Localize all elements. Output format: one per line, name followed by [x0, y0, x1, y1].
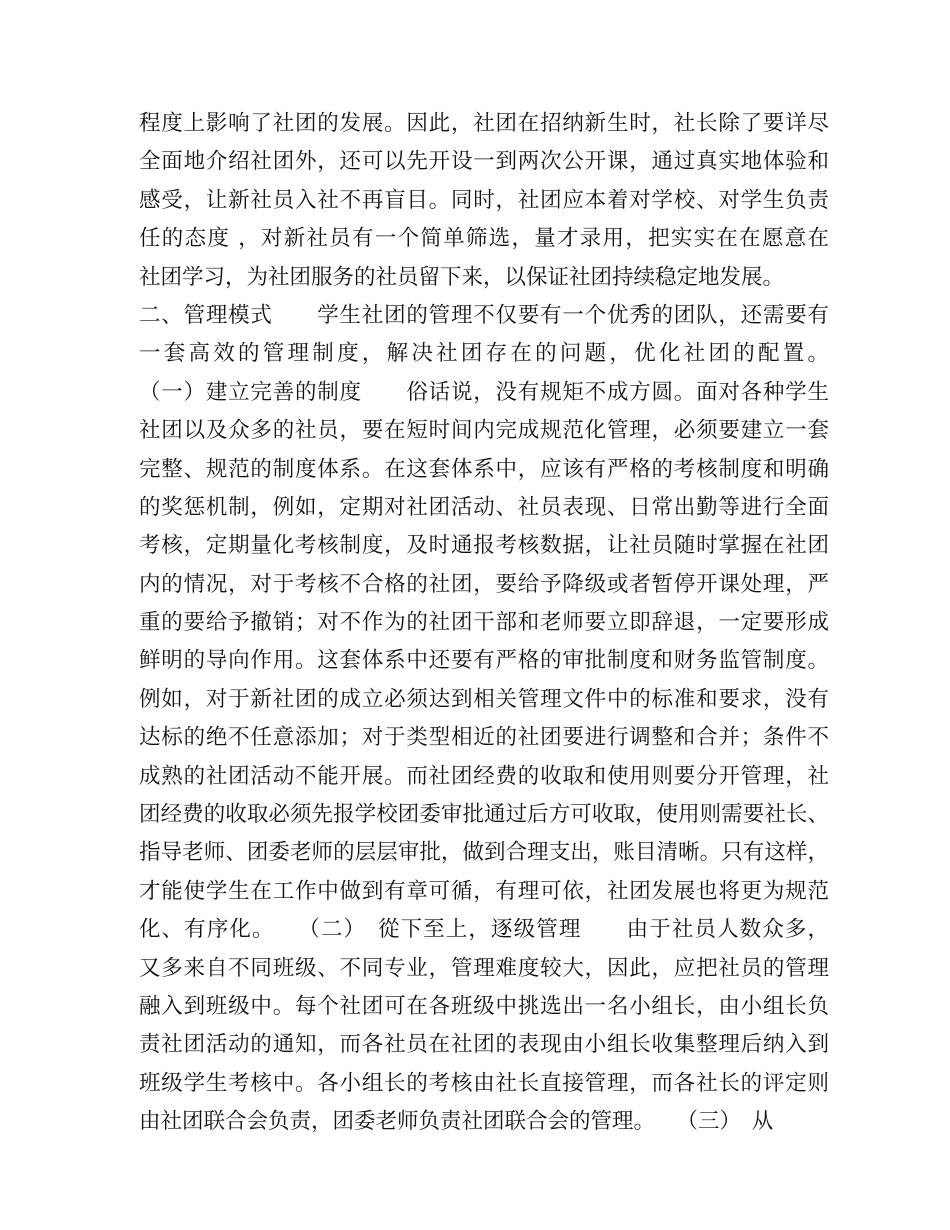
text-line: 融入到班级中。每个社团可在各班级中挑选出一名小组长，由小组长负 — [139, 993, 829, 1019]
text-line: 化、有序化。 （二） 從下至上，逐级管理 由于社员人数众多， — [139, 917, 829, 943]
text-line: 由社团联合会负责，团委老师负责社团联合会的管理。 （三） 从 — [139, 1109, 774, 1135]
text-line: 才能使学生在工作中做到有章可循，有理可依，社团发展也将更为规范 — [139, 878, 829, 904]
text-line: 感受，让新社员入社不再盲目。同时，社团应本着对学校、对学生负责 — [139, 187, 829, 213]
text-line: 例如，对于新社团的成立必须达到相关管理文件中的标准和要求，没有 — [139, 686, 829, 712]
text-line: 指导老师、团委老师的层层审批，做到合理支出，账目清晰。只有这样， — [139, 840, 829, 866]
text-line: 完整、规范的制度体系。在这套体系中，应该有严格的考核制度和明确 — [139, 456, 829, 482]
text-line: 鲜明的导向作用。这套体系中还要有严格的审批制度和财务监管制度。 — [139, 648, 829, 674]
text-line: 重的要给予撤销；对不作为的社团干部和老师要立即辞退，一定要形成 — [139, 610, 829, 636]
text-line: 又多来自不同班级、不同专业，管理难度较大，因此，应把社员的管理 — [139, 955, 829, 981]
body-text — [139, 105, 829, 1142]
text-line: 一套高效的管理制度，解决社团存在的问题，优化社团的配置。 — [139, 341, 829, 367]
text-line: 二、管理模式 学生社团的管理不仅要有一个优秀的团队，还需要有 — [139, 302, 829, 328]
text-line: 班级学生考核中。各小组长的考核由社长直接管理，而各社长的评定则 — [139, 1070, 829, 1096]
text-line: （一）建立完善的制度 俗话说，没有规矩不成方圆。面对各种学生 — [139, 379, 829, 405]
text-line: 社团以及众多的社员，要在短时间内完成规范化管理，必须要建立一套 — [139, 418, 829, 444]
text-line: 成熟的社团活动不能开展。而社团经费的收取和使用则要分开管理，社 — [139, 763, 829, 789]
text-line: 达标的绝不任意添加；对于类型相近的社团要进行调整和合并；条件不 — [139, 725, 829, 751]
text-line: 任的态度 ，对新社员有一个简单筛选，量才录用，把实实在在愿意在 — [139, 226, 829, 252]
text-line: 程度上影响了社团的发展。因此，社团在招纳新生时，社长除了要详尽 — [139, 111, 829, 136]
text-line: 责社团活动的通知，而各社员在社团的表现由小组长收集整理后纳入到 — [139, 1032, 829, 1058]
text-line: 的奖惩机制，例如，定期对社团活动、社员表现、日常出勤等进行全面 — [139, 494, 829, 520]
text-line: 团经费的收取必须先报学校团委审批通过后方可收取，使用则需要社长、 — [139, 802, 829, 828]
text-line: 全面地介绍社团外，还可以先开设一到两次公开课，通过真实地体验和 — [139, 149, 829, 175]
text-line: 内的情况，对于考核不合格的社团，要给予降级或者暂停开课处理，严 — [139, 571, 829, 597]
text-line: 社团学习，为社团服务的社员留下来，以保证社团持续稳定地发展。 — [139, 264, 785, 290]
text-line: 考核，定期量化考核制度，及时通报考核数据，让社员随时掌握在社团 — [139, 533, 829, 559]
